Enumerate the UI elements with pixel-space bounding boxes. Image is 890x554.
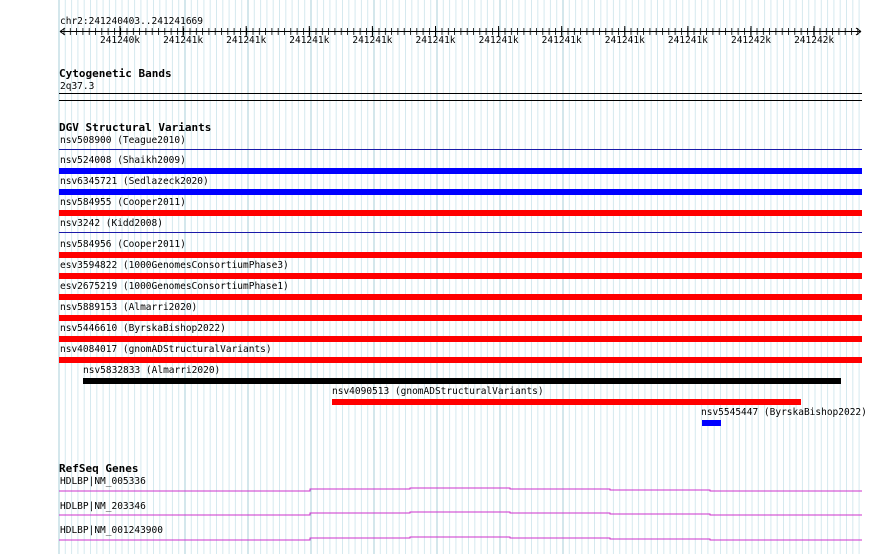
dgv-feature-bar[interactable] bbox=[59, 168, 862, 174]
track-divider bbox=[59, 100, 862, 101]
cytoband-track-title[interactable]: Cytogenetic Bands bbox=[59, 67, 172, 80]
dgv-feature-label[interactable]: nsv5832833 (Almarri2020) bbox=[83, 365, 221, 376]
ruler-tick-label: 241241k bbox=[415, 35, 456, 46]
dgv-feature-bar[interactable] bbox=[59, 357, 862, 363]
refseq-track-title[interactable]: RefSeq Genes bbox=[59, 462, 139, 475]
dgv-feature-bar[interactable] bbox=[59, 294, 862, 300]
dgv-feature-bar[interactable] bbox=[332, 399, 801, 405]
dgv-feature-bar[interactable] bbox=[59, 315, 862, 321]
ruler-tick-label: 241241k bbox=[163, 35, 204, 46]
dgv-feature-label[interactable]: nsv508900 (Teague2010) bbox=[60, 135, 186, 146]
gene-model-line bbox=[59, 488, 862, 491]
ruler-tick-label: 241242k bbox=[730, 35, 772, 46]
dgv-feature-label[interactable]: nsv5545447 (ByrskaBishop2022) bbox=[701, 407, 867, 418]
ruler-tick-label: 241241k bbox=[226, 35, 267, 46]
dgv-feature-label[interactable]: esv2675219 (1000GenomesConsortiumPhase1) bbox=[60, 281, 289, 292]
ruler-tick-label: 241241k bbox=[667, 35, 708, 46]
gene-label[interactable]: HDLBP|NM_005336 bbox=[60, 476, 146, 487]
row-separator bbox=[59, 149, 862, 150]
dgv-feature-label[interactable]: esv3594822 (1000GenomesConsortiumPhase3) bbox=[60, 260, 289, 271]
dgv-feature-bar[interactable] bbox=[59, 336, 862, 342]
dgv-feature-bar[interactable] bbox=[83, 378, 841, 384]
gene-label[interactable]: HDLBP|NM_001243900 bbox=[60, 525, 163, 536]
cytoband-label: 2q37.3 bbox=[60, 81, 95, 92]
gene-model-line bbox=[59, 537, 862, 540]
dgv-feature-label[interactable]: nsv584955 (Cooper2011) bbox=[60, 197, 186, 208]
dgv-feature-label[interactable]: nsv524008 (Shaikh2009) bbox=[60, 155, 186, 166]
dgv-feature-label[interactable]: nsv5446610 (ByrskaBishop2022) bbox=[60, 323, 226, 334]
ruler-tick-label: 241241k bbox=[541, 35, 582, 46]
dgv-feature-label[interactable]: nsv3242 (Kidd2008) bbox=[60, 218, 163, 229]
row-separator bbox=[59, 232, 862, 233]
dgv-feature-bar[interactable] bbox=[59, 273, 862, 279]
gene-label[interactable]: HDLBP|NM_203346 bbox=[60, 501, 146, 512]
dgv-feature-bar[interactable] bbox=[59, 252, 862, 258]
refseq-gene-models[interactable] bbox=[0, 480, 890, 554]
ruler-tick-label: 241241k bbox=[478, 35, 519, 46]
dgv-feature-bar[interactable] bbox=[702, 420, 721, 426]
dgv-feature-label[interactable]: nsv584956 (Cooper2011) bbox=[60, 239, 186, 250]
cytoband-ideogram-line[interactable] bbox=[59, 93, 862, 94]
locus-label: chr2:241240403..241241669 bbox=[60, 16, 203, 27]
gene-model-line bbox=[59, 512, 862, 515]
ruler-tick-label: 241241k bbox=[604, 35, 645, 46]
dgv-feature-label[interactable]: nsv6345721 (Sedlazeck2020) bbox=[60, 176, 209, 187]
dgv-feature-bar[interactable] bbox=[59, 189, 862, 195]
dgv-feature-label[interactable]: nsv4084017 (gnomADStructuralVariants) bbox=[60, 344, 272, 355]
dgv-feature-bar[interactable] bbox=[59, 210, 862, 216]
dgv-feature-label[interactable]: nsv4090513 (gnomADStructuralVariants) bbox=[332, 386, 544, 397]
coordinate-ruler[interactable] bbox=[0, 0, 890, 60]
ruler-tick-label: 241241k bbox=[352, 35, 393, 46]
dgv-track-title[interactable]: DGV Structural Variants bbox=[59, 121, 212, 134]
ruler-tick-label: 241241k bbox=[289, 35, 330, 46]
ruler-tick-label: 241242k bbox=[794, 35, 835, 46]
ruler-tick-label: 241240k bbox=[99, 35, 141, 46]
dgv-feature-label[interactable]: nsv5889153 (Almarri2020) bbox=[60, 302, 198, 313]
